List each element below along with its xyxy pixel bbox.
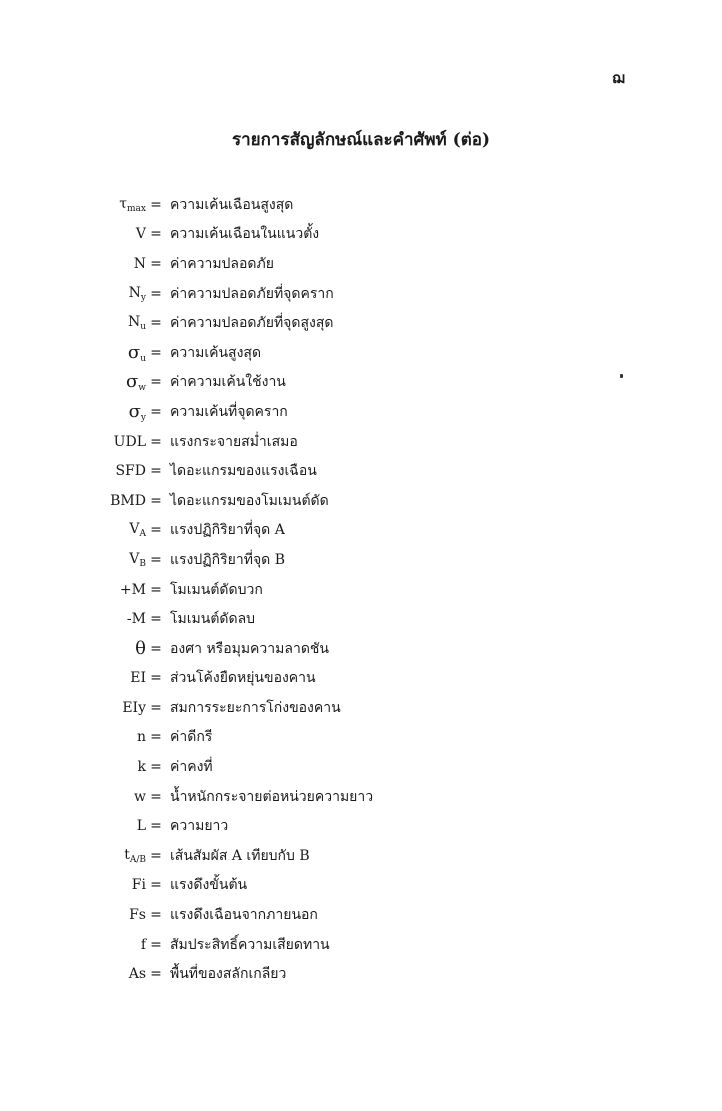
symbol-definition: ค่าความเค้นใช้งาน bbox=[170, 374, 286, 391]
equals-sign: = bbox=[150, 285, 162, 302]
symbol-row bbox=[96, 930, 656, 960]
symbol-definition: องศา หรือมุมความลาดชัน bbox=[170, 640, 329, 657]
symbol-definition: พื้นที่ของสลักเกลียว bbox=[170, 966, 287, 983]
equals-sign: = bbox=[150, 699, 162, 716]
equals-sign: = bbox=[150, 729, 162, 746]
symbol bbox=[96, 226, 146, 242]
symbol-definition: โมเมนต์ดัดบวก bbox=[170, 581, 263, 598]
symbol-definition: แรงดึงเฉือนจากภายนอก bbox=[170, 907, 318, 924]
symbol-main: Fi bbox=[131, 877, 146, 894]
equals-sign: = bbox=[150, 226, 162, 243]
symbol-row bbox=[96, 368, 656, 398]
equals-sign: = bbox=[150, 522, 162, 539]
equals-sign: = bbox=[150, 315, 162, 332]
symbol-definition: แรงกระจายสม่ำเสมอ bbox=[170, 433, 298, 450]
symbol bbox=[96, 551, 146, 569]
equals-sign: = bbox=[150, 640, 162, 657]
symbol-row bbox=[96, 397, 656, 427]
symbol-main: L bbox=[136, 818, 146, 835]
symbol-row bbox=[96, 782, 656, 812]
symbol-definition: ค่าความปลอดภัย bbox=[170, 255, 274, 272]
symbol-main: f bbox=[140, 936, 146, 953]
symbol-row bbox=[96, 841, 656, 871]
symbol-row bbox=[96, 190, 656, 220]
symbol-main: SFD bbox=[115, 463, 146, 480]
symbol-row bbox=[96, 279, 656, 309]
symbol bbox=[96, 847, 146, 865]
symbol-row bbox=[96, 338, 656, 368]
equals-sign: = bbox=[150, 818, 162, 835]
symbol-definition: ค่าความปลอดภัยที่จุดคราก bbox=[170, 285, 334, 302]
equals-sign: = bbox=[150, 611, 162, 628]
symbol-subscript: B bbox=[139, 558, 146, 569]
symbol-main: k bbox=[137, 759, 146, 776]
equals-sign: = bbox=[150, 403, 162, 420]
equals-sign: = bbox=[150, 196, 162, 213]
symbol-main: BMD bbox=[110, 492, 146, 509]
symbol-definition: แรงดึงขั้นต้น bbox=[170, 877, 248, 894]
symbol-definition: ความเค้นเฉือนในแนวตั้ง bbox=[170, 226, 320, 243]
symbol-subscript: w bbox=[138, 383, 146, 394]
symbol bbox=[96, 759, 146, 775]
symbol-main: w bbox=[134, 788, 146, 805]
symbol-row bbox=[96, 545, 656, 575]
equals-sign: = bbox=[150, 966, 162, 983]
symbol-main: σ bbox=[125, 371, 139, 393]
symbol-row bbox=[96, 249, 656, 279]
symbol-main: N bbox=[133, 255, 146, 272]
symbol bbox=[96, 818, 146, 834]
symbol-subscript: A/B bbox=[129, 854, 146, 865]
equals-sign: = bbox=[150, 877, 162, 894]
symbol-row bbox=[96, 456, 656, 486]
symbol-definition: แรงปฏิกิริยาที่จุด A bbox=[170, 522, 285, 539]
symbol bbox=[96, 285, 146, 303]
symbol-row bbox=[96, 723, 656, 753]
symbol-definition: แรงปฏิกิริยาที่จุด B bbox=[170, 551, 285, 568]
symbol bbox=[96, 907, 146, 923]
symbol-main: -M bbox=[126, 611, 146, 628]
symbol-definition: ไดอะแกรมของโมเมนต์ดัด bbox=[170, 492, 329, 509]
symbol bbox=[96, 196, 146, 214]
symbol bbox=[96, 371, 146, 393]
symbol bbox=[96, 966, 146, 982]
symbol-main: t bbox=[124, 846, 130, 863]
symbol-main: As bbox=[128, 966, 146, 983]
symbol-main: N bbox=[127, 314, 141, 331]
symbol-main: EIy bbox=[122, 699, 146, 716]
equals-sign: = bbox=[150, 581, 162, 598]
symbol-definition: ไดอะแกรมของแรงเฉือน bbox=[170, 463, 317, 480]
symbol-definition: ความเค้นเฉือนสูงสุด bbox=[170, 196, 294, 213]
symbol-row bbox=[96, 604, 656, 634]
symbol-definition: ความเค้นที่จุดคราก bbox=[170, 403, 288, 420]
symbol-definition: สัมประสิทธิ์ความเสียดทาน bbox=[170, 936, 330, 953]
symbol-main: σ bbox=[127, 341, 141, 363]
symbol-definition: ค่าดีกรี bbox=[170, 729, 213, 746]
symbol-subscript: u bbox=[140, 353, 146, 364]
symbol bbox=[96, 638, 146, 659]
symbol-definition: ความยาว bbox=[170, 818, 229, 835]
symbol bbox=[96, 582, 146, 598]
equals-sign: = bbox=[150, 255, 162, 272]
symbol-subscript: max bbox=[127, 203, 146, 214]
symbol-subscript: y bbox=[140, 412, 146, 423]
equals-sign: = bbox=[150, 847, 162, 864]
symbol bbox=[96, 434, 146, 450]
symbol-subscript: y bbox=[140, 292, 146, 303]
symbol-row bbox=[96, 486, 656, 516]
equals-sign: = bbox=[150, 433, 162, 450]
equals-sign: = bbox=[150, 759, 162, 776]
symbol-row bbox=[96, 959, 656, 989]
symbol bbox=[96, 401, 146, 423]
symbol bbox=[96, 789, 146, 805]
equals-sign: = bbox=[150, 344, 162, 361]
symbol bbox=[96, 342, 146, 364]
symbol-row bbox=[96, 516, 656, 546]
symbol bbox=[96, 314, 146, 332]
symbol bbox=[96, 877, 146, 893]
page-title: รายการสัญลักษณ์และคำศัพท์ (ต่อ) bbox=[231, 130, 491, 150]
symbol-row bbox=[96, 634, 656, 664]
symbol bbox=[96, 937, 146, 953]
symbol-main: UDL bbox=[113, 433, 146, 450]
symbol-definition: น้ำหนักกระจายต่อหน่วยความยาว bbox=[170, 788, 374, 805]
equals-sign: = bbox=[150, 492, 162, 509]
symbol-row bbox=[96, 308, 656, 338]
symbol-main: V bbox=[129, 521, 140, 538]
symbol-definition: โมเมนต์ดัดลบ bbox=[170, 611, 256, 628]
symbol bbox=[96, 611, 146, 627]
symbol-list bbox=[96, 190, 656, 989]
symbol bbox=[96, 256, 146, 272]
symbol-main: τ bbox=[119, 195, 128, 212]
symbol-definition: ค่าความปลอดภัยที่จุดสูงสุด bbox=[170, 315, 334, 332]
equals-sign: = bbox=[150, 463, 162, 480]
symbol-definition: เส้นสัมผัส A เทียบกับ B bbox=[170, 847, 310, 864]
symbol-main: σ bbox=[128, 400, 141, 422]
symbol-main: θ bbox=[135, 638, 146, 660]
symbol bbox=[96, 521, 146, 539]
symbol-row bbox=[96, 871, 656, 901]
symbol bbox=[96, 729, 146, 745]
symbol-row bbox=[96, 811, 656, 841]
symbol-main: V bbox=[135, 226, 146, 243]
symbol-row bbox=[96, 220, 656, 250]
symbol-main: n bbox=[136, 729, 146, 746]
symbol-row bbox=[96, 664, 656, 694]
symbol-main: EI bbox=[130, 670, 146, 687]
symbol-main: Fs bbox=[129, 907, 146, 924]
symbol-definition: สมการระยะการโก่งของคาน bbox=[170, 699, 341, 716]
symbol-main: V bbox=[129, 550, 140, 567]
symbol bbox=[96, 493, 146, 509]
equals-sign: = bbox=[150, 788, 162, 805]
equals-sign: = bbox=[150, 670, 162, 687]
symbol-definition: ค่าคงที่ bbox=[170, 759, 213, 776]
symbol-subscript: u bbox=[140, 322, 146, 333]
symbol bbox=[96, 670, 146, 686]
symbol-row bbox=[96, 575, 656, 605]
symbol-subscript: A bbox=[139, 529, 146, 540]
page-number: ฌ bbox=[612, 69, 625, 87]
symbol-main: N bbox=[128, 284, 141, 301]
symbol bbox=[96, 463, 146, 479]
equals-sign: = bbox=[150, 936, 162, 953]
equals-sign: = bbox=[150, 551, 162, 568]
symbol-row bbox=[96, 427, 656, 457]
symbol-definition: ความเค้นสูงสุด bbox=[170, 344, 262, 361]
symbol-main: +M bbox=[119, 581, 146, 598]
symbol-row bbox=[96, 900, 656, 930]
scan-speck bbox=[620, 374, 623, 378]
equals-sign: = bbox=[150, 374, 162, 391]
equals-sign: = bbox=[150, 907, 162, 924]
symbol-definition: ส่วนโค้งยืดหยุ่นของคาน bbox=[170, 670, 316, 687]
symbol bbox=[96, 700, 146, 716]
symbol-row bbox=[96, 693, 656, 723]
symbol-row bbox=[96, 752, 656, 782]
